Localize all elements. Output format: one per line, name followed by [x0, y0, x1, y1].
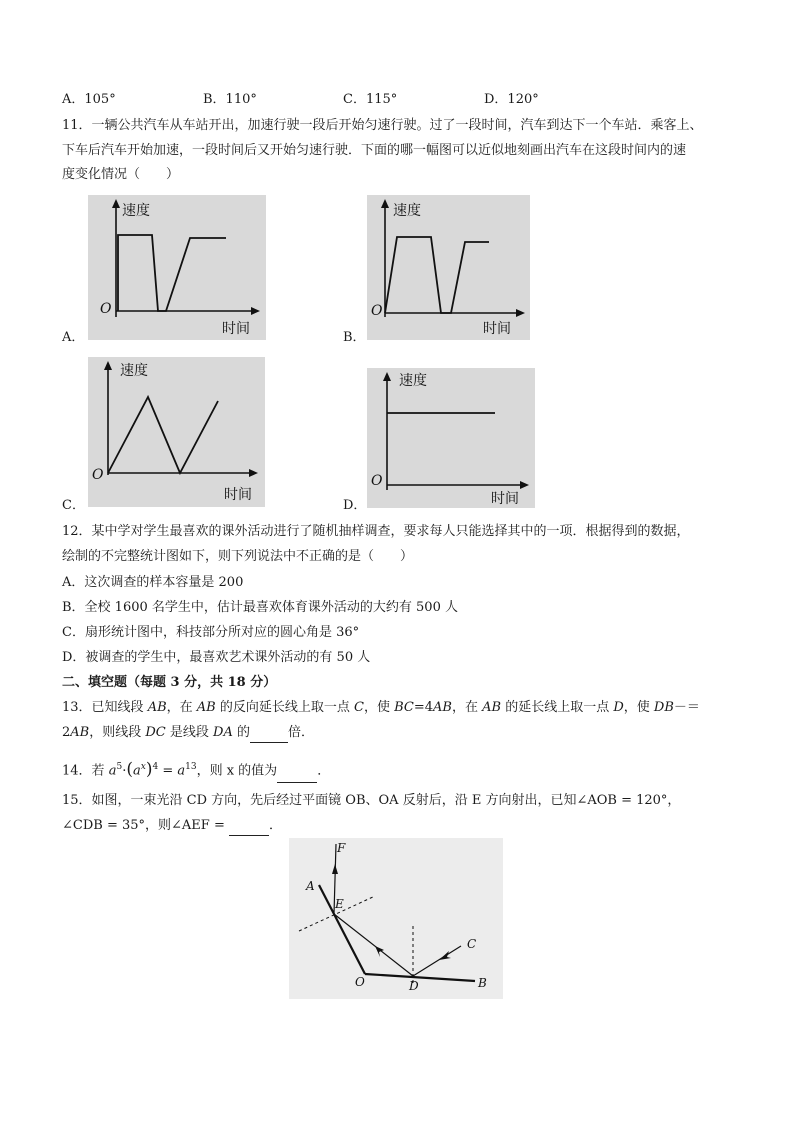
q15-point-c-label: C	[467, 937, 477, 951]
q11-option-b-label: B．	[343, 330, 366, 345]
q11-a-origin-label: O	[100, 301, 112, 317]
q11-c-axis-y-label: 速度	[120, 363, 148, 379]
q15-point-a-label: A	[306, 879, 315, 893]
q11-option-d-label: D．	[343, 498, 367, 513]
q11-b-axis-y-label: 速度	[393, 203, 421, 219]
q12-stem-line1: 12．某中学对学生最喜欢的课外活动进行了随机抽样调查，要求每人只能选择其中的一项．根据得到的数据，	[62, 524, 690, 539]
q11-stem-line2: 下车后汽车开始加速，一段时间后又开始匀速行驶．下面的哪一幅图可以近似地刻画出汽车在这段时间内的速	[62, 143, 687, 158]
q11-d-axis-x-label: 时间	[491, 491, 519, 507]
q10-option-a: A．105°	[62, 92, 116, 107]
q11-option-a-label: A．	[62, 330, 85, 345]
q15-point-b-label: B	[478, 976, 487, 990]
q15-mirror-diagram	[289, 838, 503, 999]
q10-option-b: B．110°	[203, 92, 257, 107]
q13-line1: 13．已知线段 AB，在 AB 的反向延长线上取一点 C，使 BC=4AB，在 AB 的延长线上取一点 D，使 DB－＝	[62, 700, 700, 715]
q15-point-f-label: F	[337, 841, 346, 855]
q11-c-origin-label: O	[92, 467, 104, 483]
q11-graph-c	[88, 357, 265, 507]
q15-answer-blank[interactable]	[229, 817, 269, 836]
q10-option-d: D．120°	[484, 92, 539, 107]
q13-line2: 2AB，则线段 DC 是线段 DA 的 倍．	[62, 724, 314, 743]
q11-b-origin-label: O	[371, 303, 383, 319]
q11-d-origin-label: O	[371, 473, 383, 489]
q10-option-c: C．115°	[343, 92, 398, 107]
q11-stem-line3: 度变化情况（ ）	[62, 167, 180, 182]
q11-graph-d	[367, 368, 535, 508]
q11-b-axis-x-label: 时间	[483, 321, 511, 337]
q12-stem-line2: 绘制的不完整统计图如下，则下列说法中不正确的是（ ）	[62, 549, 414, 564]
q14-answer-blank[interactable]	[277, 760, 317, 783]
q13-answer-blank[interactable]	[250, 724, 288, 743]
q15-point-e-label: E	[335, 897, 344, 911]
section-fill-in-title: 二、填空题（每题 3 分，共 18 分）	[62, 675, 277, 690]
q12-option-d: D．被调查的学生中，最喜欢艺术课外活动的有 50 人	[62, 650, 371, 665]
q12-option-a: A．这次调查的样本容量是 200	[62, 575, 244, 590]
q12-option-b: B．全校 1600 名学生中，估计最喜欢体育课外活动的大约有 500 人	[62, 600, 458, 615]
q11-c-axis-x-label: 时间	[224, 487, 252, 503]
q11-option-c-label: C．	[62, 498, 85, 513]
q11-graph-a	[88, 195, 266, 340]
q12-option-c: C．扇形统计图中，科技部分所对应的圆心角是 36°	[62, 625, 360, 640]
q11-d-axis-y-label: 速度	[399, 373, 427, 389]
q11-a-axis-y-label: 速度	[122, 203, 150, 219]
q15-point-d-label: D	[409, 979, 419, 993]
q15-point-o-label: O	[355, 975, 365, 989]
q15-line1: 15．如图，一束光沿 CD 方向，先后经过平面镜 OB、OA 反射后，沿 E 方向射出，已知∠AOB = 120°，	[62, 793, 681, 808]
q14-line: 14．若 $a^5\cdot(a^x)^4 = a^{13}$，则 x 的值为 ．	[62, 756, 330, 783]
q11-graph-b	[367, 195, 530, 340]
q11-a-axis-x-label: 时间	[222, 321, 250, 337]
q15-line2: ∠CDB = 35°，则∠AEF = ．	[62, 817, 282, 836]
q11-stem-line1: 11．一辆公共汽车从车站开出，加速行驶一段后开始匀速行驶。过了一段时间，汽车到达下一个车站．乘客上、	[62, 118, 703, 133]
